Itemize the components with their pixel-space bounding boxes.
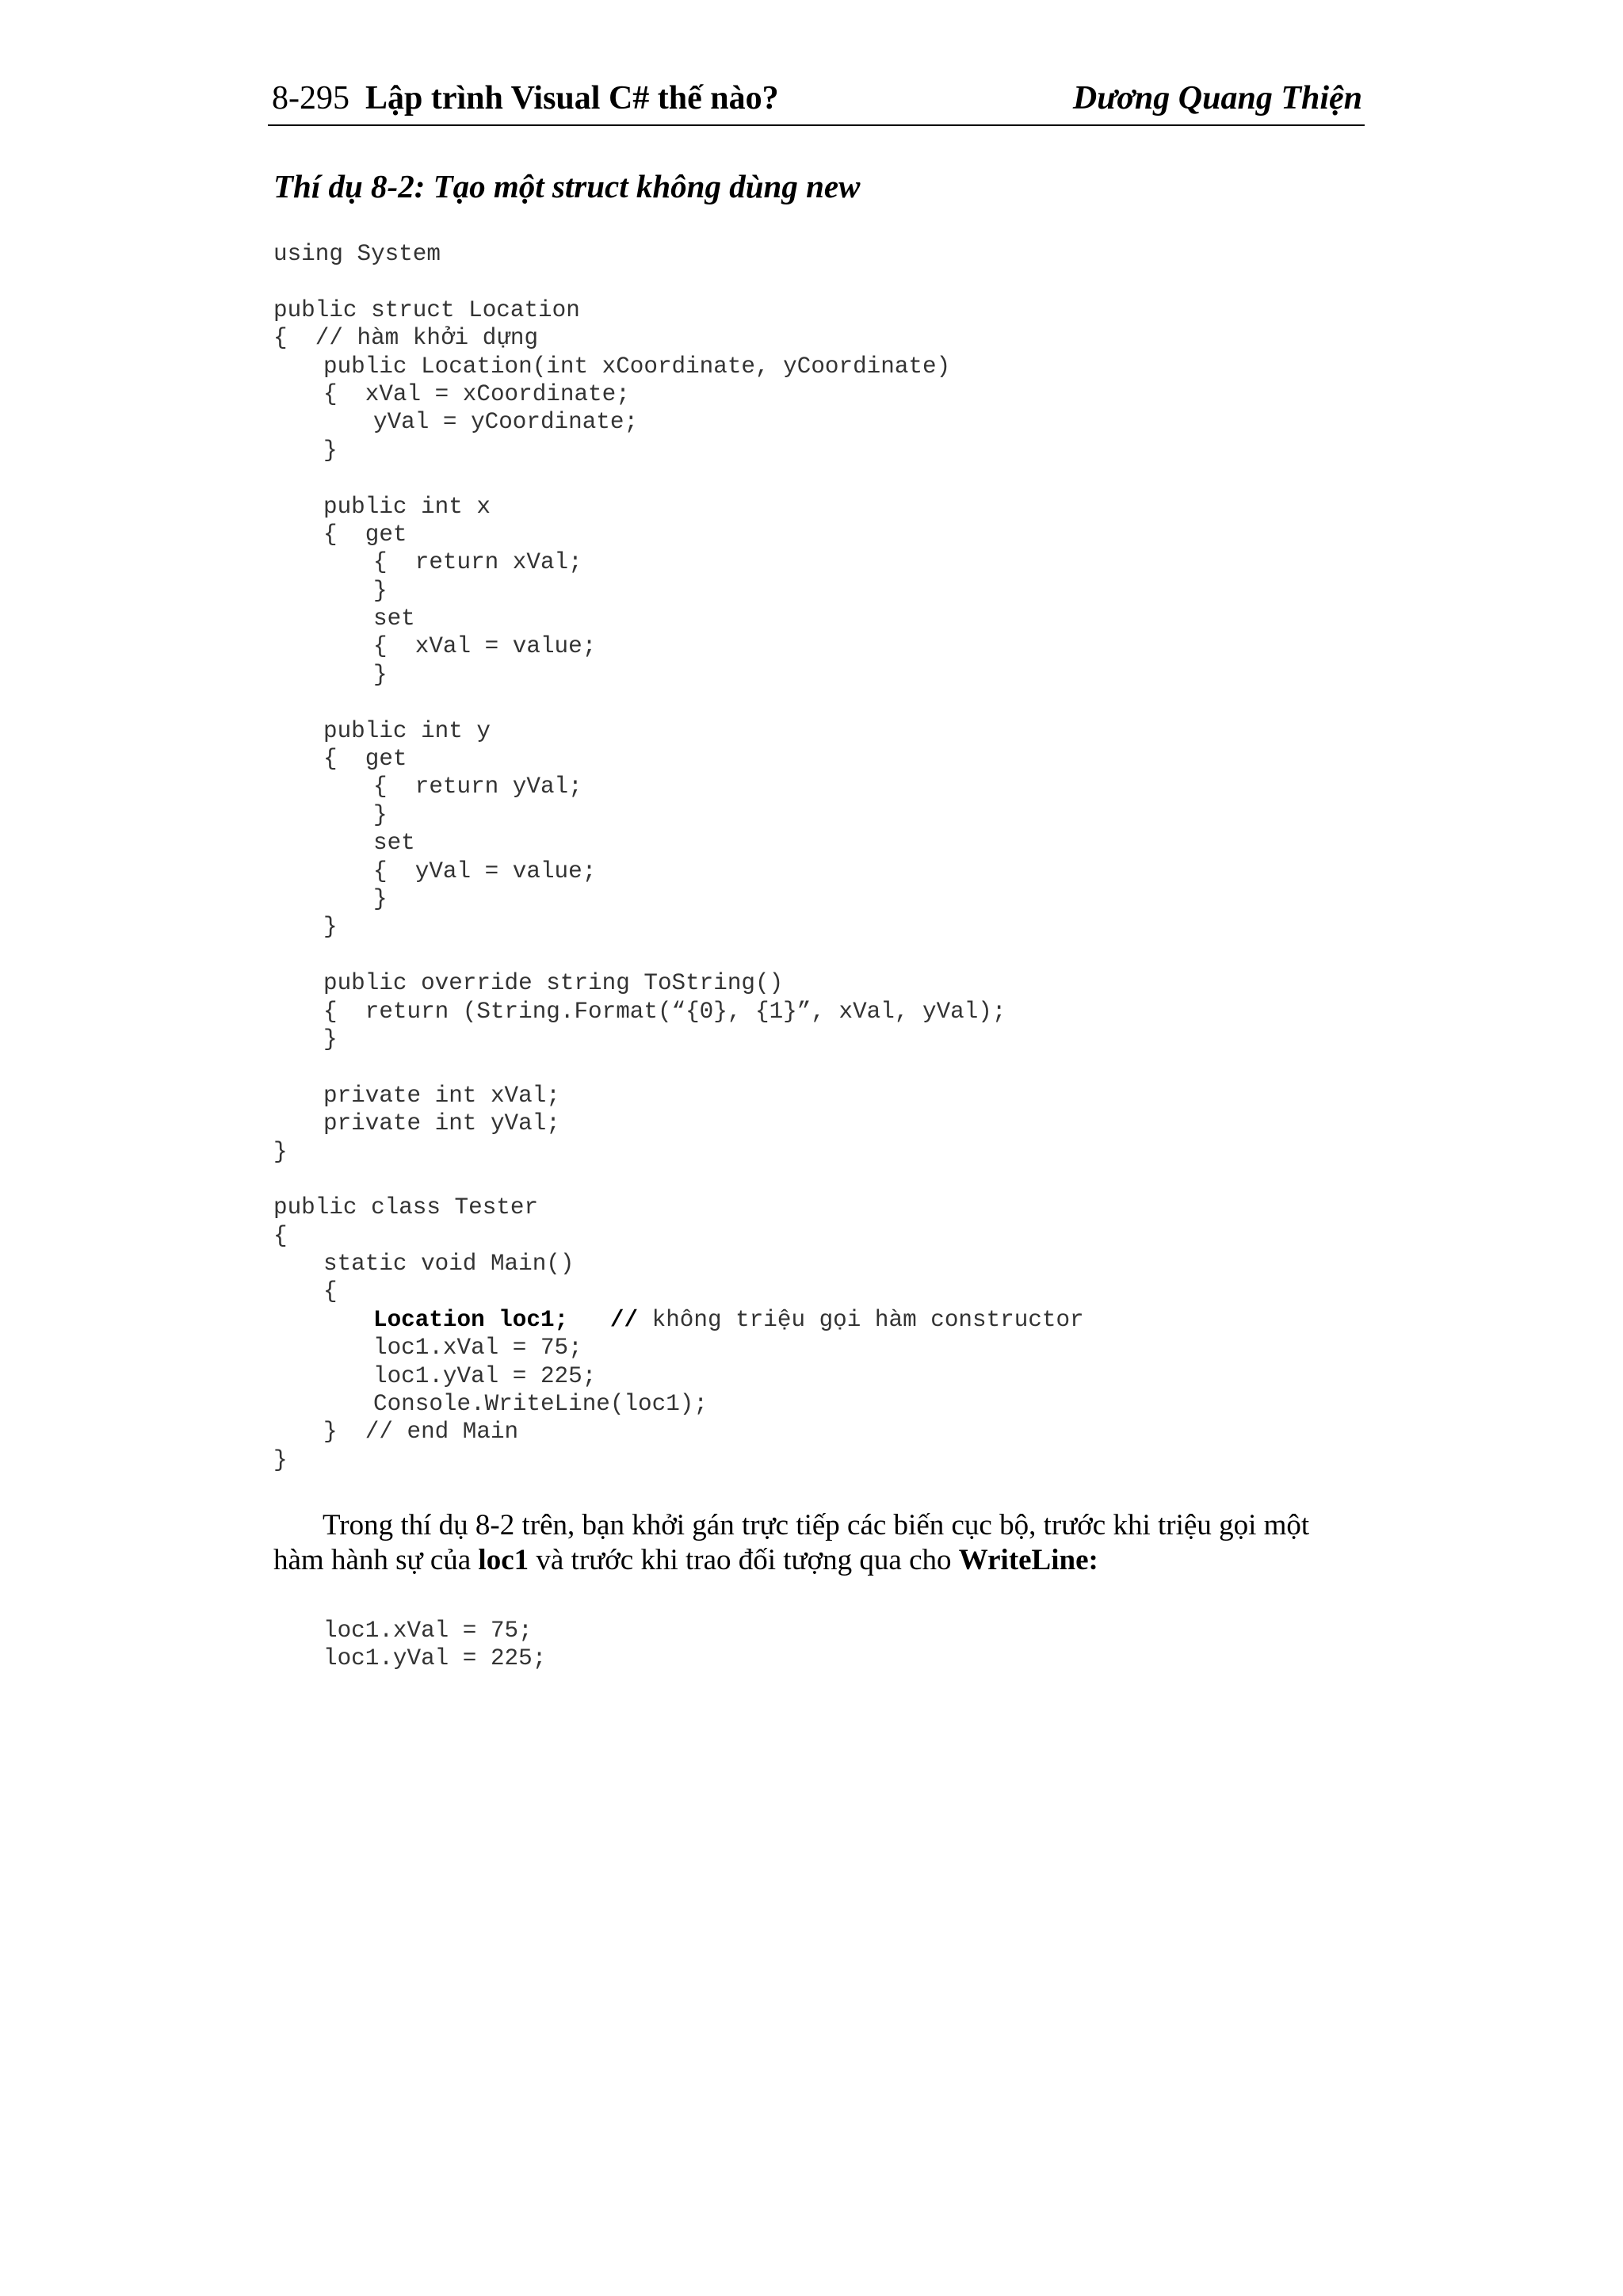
code-line (273, 689, 1084, 716)
code-text: public int x (323, 493, 491, 520)
code-text: { yVal = value; (373, 858, 597, 884)
code-text: Console.WriteLine(loc1); (373, 1391, 708, 1418)
code-line (273, 1194, 1084, 1221)
code-line (273, 1390, 1084, 1418)
code-text: { return (String.Format(“{0}, {1}”, xVal, yVal); (323, 998, 1006, 1025)
paragraph-bold-term: WriteLine: (958, 1544, 1098, 1576)
code-line (273, 1645, 546, 1672)
code-text: { xVal = xCoordinate; (323, 380, 630, 407)
page-number: 8-295 (272, 80, 349, 117)
code-line (273, 858, 1084, 885)
body-paragraph (273, 1508, 1343, 1578)
code-line (273, 521, 1084, 548)
code-text: } (373, 577, 388, 604)
code-line (273, 829, 1084, 857)
code-text: { // hàm khởi dựng (273, 325, 539, 352)
code-text: } (273, 1446, 288, 1473)
code-line (273, 1250, 1084, 1278)
code-text: yVal = yCoordinate; (373, 409, 639, 436)
code-line (273, 1306, 1084, 1334)
code-text: không triệu gọi hàm constructor (638, 1306, 1084, 1333)
code-text: private int xVal; (323, 1082, 560, 1109)
paragraph-line-1: Trong thí dụ 8-2 trên, bạn khởi gán trực tiếp các biến cục bộ, trước khi triệu gọi một (323, 1509, 1310, 1541)
code-line (273, 1082, 1084, 1110)
code-text: loc1.yVal = 225; (323, 1645, 547, 1672)
code-text: { xVal = value; (373, 633, 597, 660)
code-line (273, 1026, 1084, 1053)
code-line (273, 380, 1084, 408)
code-line (273, 464, 1084, 492)
code-text: } (323, 437, 338, 464)
code-text: public struct Location (273, 296, 580, 323)
code-text: { (273, 1222, 288, 1249)
code-line (273, 942, 1084, 969)
code-line (273, 268, 1084, 296)
code-line (273, 353, 1084, 380)
code-text: private int yVal; (323, 1110, 560, 1137)
code-text: public int y (323, 717, 491, 744)
code-line (273, 408, 1084, 436)
code-text: using System (273, 241, 441, 267)
code-text: public class Tester (273, 1194, 539, 1221)
code-line (273, 324, 1084, 352)
code-line (273, 801, 1084, 829)
code-line (273, 1166, 1084, 1194)
code-text: } (323, 914, 338, 941)
code-line (273, 1334, 1084, 1362)
code-text: } (273, 1138, 288, 1165)
code-line (273, 548, 1084, 576)
code-line (273, 717, 1084, 745)
code-line (273, 1418, 1084, 1446)
example-heading: Thí dụ 8-2: Tạo một struct không dùng new (273, 168, 861, 204)
code-line (273, 1138, 1084, 1166)
code-text: { (323, 1278, 338, 1305)
paragraph-line-2 (273, 1543, 1343, 1578)
code-text: public override string ToString() (323, 970, 784, 997)
code-line (273, 773, 1084, 800)
paragraph-bold-term: loc1 (478, 1544, 529, 1576)
code-text: } // end Main (323, 1419, 519, 1446)
paragraph-text: hàm hành sự của (273, 1544, 479, 1576)
code-line (273, 913, 1084, 941)
code-line (273, 240, 1084, 268)
code-text: loc1.xVal = 75; (373, 1335, 582, 1362)
code-line (273, 661, 1084, 689)
code-text: set (373, 830, 415, 857)
code-line (273, 1617, 546, 1645)
code-text: loc1.xVal = 75; (323, 1618, 533, 1644)
code-line (273, 1053, 1084, 1081)
code-bold-text: Location loc1; // (373, 1306, 639, 1333)
code-line (273, 998, 1084, 1026)
code-line (273, 1446, 1084, 1474)
code-line (273, 493, 1084, 521)
code-text: { get (323, 521, 407, 548)
page-header (272, 76, 1362, 127)
code-text: static void Main() (323, 1251, 575, 1278)
code-text: } (373, 661, 388, 688)
code-line (273, 745, 1084, 773)
code-line (273, 296, 1084, 324)
header-divider (268, 124, 1365, 126)
code-text: { return yVal; (373, 774, 582, 800)
code-line (273, 1362, 1084, 1390)
code-text: set (373, 606, 415, 632)
code-line (273, 632, 1084, 660)
author-name: Dương Quang Thiện (1072, 80, 1362, 117)
code-line (273, 605, 1084, 632)
code-text: public Location(int xCoordinate, yCoordinate) (323, 353, 951, 380)
book-title: Lập trình Visual C# thế nào? (365, 80, 779, 117)
code-line (273, 1278, 1084, 1305)
code-listing (273, 240, 1084, 1474)
code-text: } (373, 801, 388, 828)
code-line (273, 885, 1084, 913)
code-snippet (273, 1617, 546, 1673)
code-line (273, 577, 1084, 605)
code-text: { return xVal; (373, 549, 582, 576)
code-text: } (323, 1026, 338, 1052)
code-text: { get (323, 746, 407, 773)
code-line (273, 1222, 1084, 1250)
code-line (273, 1110, 1084, 1137)
paragraph-text: và trước khi trao đối tượng qua cho (529, 1544, 959, 1576)
code-text: } (373, 885, 388, 912)
code-line (273, 437, 1084, 464)
code-text: loc1.yVal = 225; (373, 1362, 597, 1389)
code-line (273, 969, 1084, 997)
